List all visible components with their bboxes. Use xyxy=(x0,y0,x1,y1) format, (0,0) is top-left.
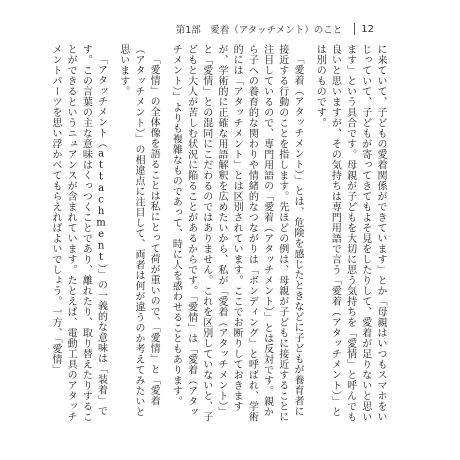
paragraph: 「アタッチメント（attachment）」の一義的な意味は「装着」です。この言葉の主な意味はくっつくことであり、離れたり、取り替えたりすることができるというニュアンスが含まれています。たとえば、電動工具のアタッチメントパーツを思い浮かべてもらえればよいでしょう。一方、「愛情」 xyxy=(49,44,107,422)
paragraph: 「愛情」の全体像を語ることは私にとって荷が重いので、「愛情」と「愛着（アタッチメント）」の相違点に注目して、両者は何が違うのか考えてみたいと思います。 xyxy=(117,44,160,417)
chapter-title: 第1部 愛着（アタッチメント）のこと xyxy=(175,25,343,36)
paragraph: 「愛着（アタッチメント）」とは、危険を感じたときなどに子どもが養育者に接近する行動のことを指します。先ほどの例は、母親が子どもに接近することに注目しているので、専門用語の「愛着（アタッチメント）」とは反対です。親から子への養育的な関わりや情緒的なつながりは「ボンディング」と呼ばれ、学術的には「アタッチメント」とは区別されています。ここでお断りしておきますが、学術的に正確な用語解釈を広めたいから、私が「愛着（アタッチメント）」と「愛情」との混同にこだわるのではありません。これを区別していないと、子どもと大人が苦しむ状況に陥ることがあるからです。「愛情」は「愛着（アタッチメント）」よりも複雑なものであって、時に人を惑わせることもあります。 xyxy=(170,44,303,422)
paragraph: に来ていて、子どもの愛着関係ができています」とか「母親はいつもスマホをいじっていて、子どもが寄ってきてもよそ見をしたりして、愛着が足りないと思います」という具合です。母親が子どもを大切に思う気持ちを「愛情」と呼んでも良いと思いますが、その気持ちは専門用語で言う「愛着（アタッチメント）」とは別のものです。 xyxy=(314,44,386,422)
body-text xyxy=(49,44,388,424)
header-divider xyxy=(354,23,355,35)
running-header xyxy=(176,22,374,36)
page-number: 12 xyxy=(361,23,374,35)
